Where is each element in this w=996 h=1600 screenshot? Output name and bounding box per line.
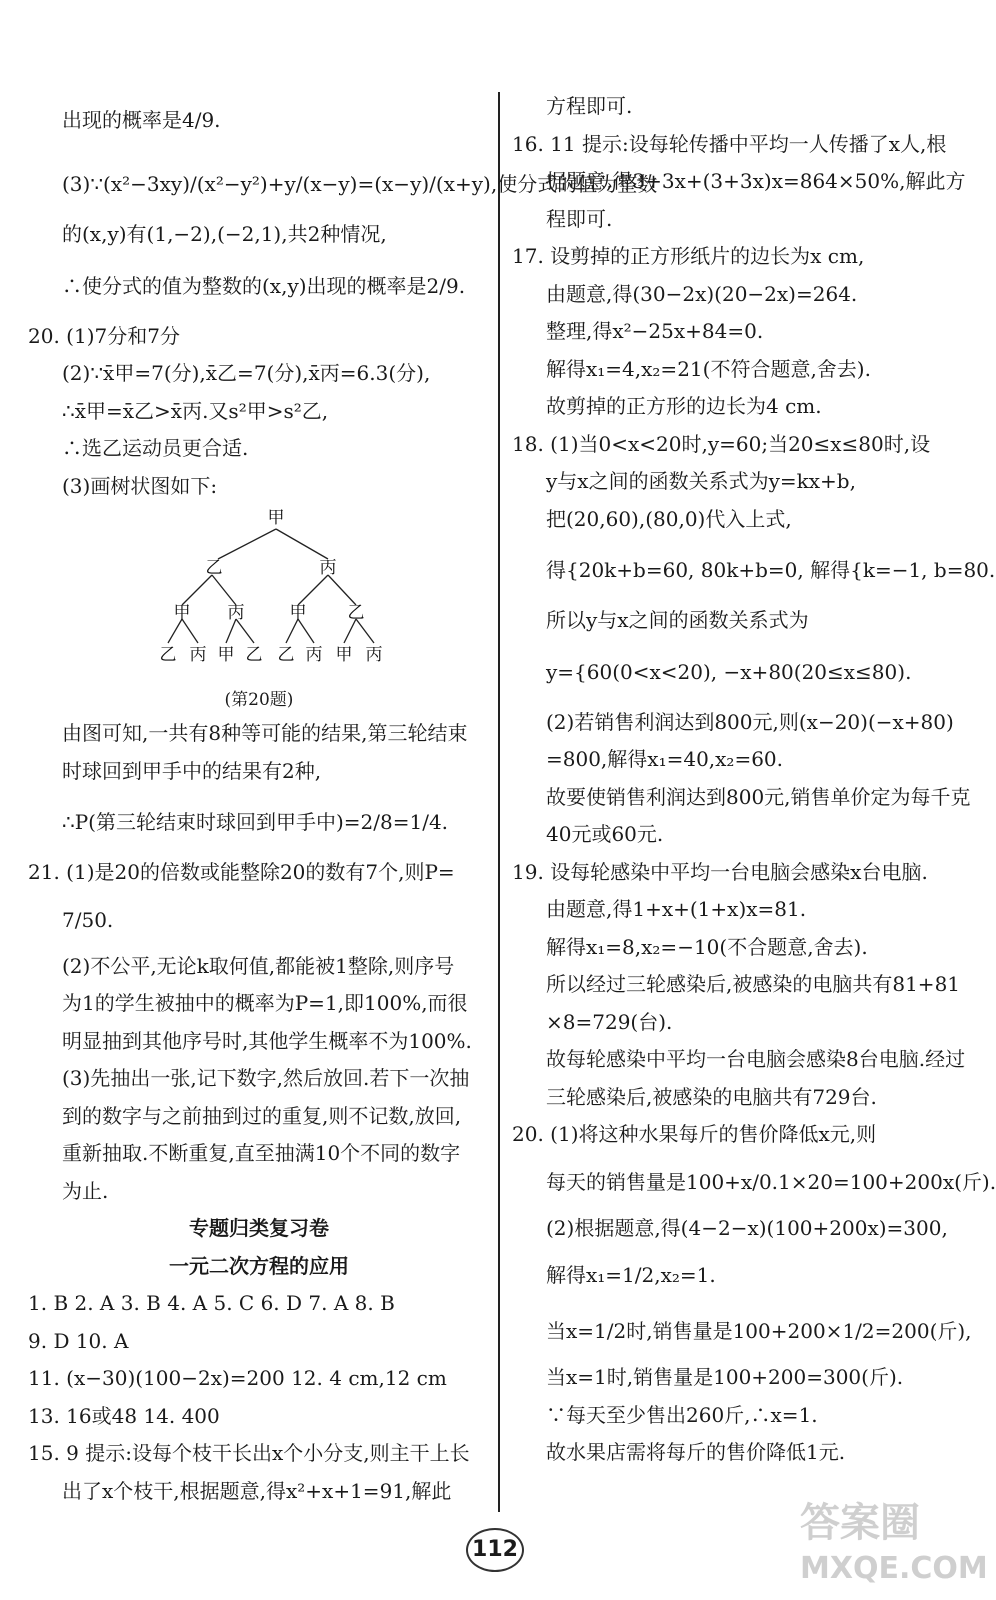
text-line: 解得x₁=4,x₂=21(不符合题意,舍去). [546,356,871,381]
watermark-url: MXQE.COM [800,1551,988,1586]
tree-leaf: 丙 [365,645,383,665]
text-line: 重新抽取.不断重复,直至抽满10个不同的数字 [62,1141,461,1165]
answer-line: 9. D 10. A [28,1328,129,1353]
text-line: ∴使分式的值为整数的(x,y)出现的概率是2/9. [62,273,466,298]
tree-node: 乙 [205,558,223,578]
text-line: 明显抽到其他序号时,其他学生概率不为100%. [62,1028,472,1053]
text-line: 据题意,得3+3x+(3+3x)x=864×50%,解此方 [546,169,966,193]
text-line: (2)根据题意,得(4−2−x)(100+200x)=300, [546,1215,948,1240]
answer-21-line: 21. (1)是20的倍数或能整除20的数有7个,则P= [28,860,455,884]
text-line: 故剪掉的正方形的边长为4 cm. [546,394,822,418]
tree-caption: (第20题) [224,690,294,710]
answer-20b-line: 20. (1)将这种水果每斤的售价降低x元,则 [512,1122,877,1146]
tree-leaf: 丙 [189,645,207,665]
text-line: (3)先抽出一张,记下数字,然后放回.若下一次抽 [62,1066,470,1090]
section-subtitle: 一元二次方程的应用 [169,1253,349,1278]
equation-system-line: 得{20k+b=60, 80k+b=0, 解得{k=−1, b=80. [546,558,996,582]
tree-node: 丙 [227,603,245,623]
text-line: 当x=1时,销售量是100+200=300(斤). [546,1365,904,1389]
text-line: (2)不公平,无论k取何值,都能被1整除,则序号 [62,953,455,978]
page-number: 112 [466,1528,524,1572]
tree-diagram [28,505,490,685]
text-line: (3)画树状图如下: [62,473,218,498]
answer-line: 15. 9 提示:设每个枝干长出x个小分支,则主干上长 [28,1441,470,1465]
tree-leaf: 乙 [277,645,295,665]
answer-line: 13. 16或48 14. 400 [28,1403,220,1428]
text-line: ∴P(第三轮结束时球回到甲手中)=2/8=1/4. [62,810,449,834]
piecewise-function-line: y={60(0<x<20), −x+80(20≤x≤80). [546,659,912,684]
answer-19-line: 19. 设每轮感染中平均一台电脑会感染x台电脑. [512,859,928,884]
watermark-logo [800,1500,988,1592]
answer-17-line: 17. 设剪掉的正方形纸片的边长为x cm, [512,244,865,268]
text-line: 为1的学生被抽中的概率为P=1,即100%,而很 [62,991,468,1015]
text-line: 到的数字与之前抽到过的重复,则不记数,放回, [62,1103,462,1128]
tree-node-root: 甲 [267,508,285,528]
text-line: ∵每天至少售出260斤,∴x=1. [546,1402,818,1427]
tree-leaf: 乙 [245,645,263,665]
tree-node: 丙 [319,558,337,578]
text-line: 方程即可. [546,94,633,118]
text-line: 把(20,60),(80,0)代入上式, [546,506,792,531]
tree-leaf: 甲 [217,645,235,665]
answer-18-line: 18. (1)当0<x<20时,y=60;当20≤x≤80时,设 [512,431,931,456]
text-line: 所以y与x之间的函数关系式为 [546,608,809,632]
text-line: 7/50. [62,907,114,932]
text-line: 当x=1/2时,销售量是100+200×1/2=200(斤), [546,1319,972,1343]
text-line: 程即可. [546,206,613,231]
tree-node: 甲 [173,603,191,623]
text-line: 40元或60元. [546,822,664,846]
column-divider [498,92,500,1512]
text-line: 时球回到甲手中的结果有2种, [62,758,322,783]
text-line: y与x之间的函数关系式为y=kx+b, [546,469,856,493]
answer-16-line: 16. 11 提示:设每轮传播中平均一人传播了x人,根 [512,131,947,156]
tree-diagram-lines [28,505,490,685]
text-line: 每天的销售量是100+x/0.1×20=100+200x(斤). [546,1169,996,1194]
watermark-text: 答案圈 [800,1500,920,1546]
tree-node: 乙 [347,603,365,623]
answer-line: 11. (x−30)(100−2x)=200 12. 4 cm,12 cm [28,1366,447,1390]
tree-leaf: 丙 [305,645,323,665]
answer-line: 1. B 2. A 3. B 4. A 5. C 6. D 7. A 8. B [28,1291,395,1315]
right-column [512,88,996,1472]
section-title: 专题归类复习卷 [189,1216,329,1240]
text-line: (3)∵(x²−3xy)/(x²−y²)+y/(x−y)=(x−y)/(x+y),使分式的值为整数 [62,172,658,196]
text-line: 出现的概率是4/9. [62,108,221,132]
text-line: ∴选乙运动员更合适. [62,436,249,460]
text-line: 三轮感染后,被感染的电脑共有729台. [546,1084,877,1109]
text-line: 整理,得x²−25x+84=0. [546,319,764,343]
text-line: ×8=729(台). [546,1009,673,1034]
tree-leaf: 乙 [159,645,177,665]
tree-node: 甲 [289,603,307,623]
text-line: 故要使销售利润达到800元,销售单价定为每千克 [546,784,971,809]
text-line: 解得x₁=1/2,x₂=1. [546,1263,716,1287]
tree-leaf: 甲 [335,645,353,665]
text-line: 解得x₁=8,x₂=−10(不合题意,舍去). [546,934,868,959]
text-line: 为止. [62,1178,109,1203]
text-line: 由题意,得1+x+(1+x)x=81. [546,897,807,921]
text-line: ∴x̄甲=x̄乙>x̄丙.又s²甲>s²乙, [62,398,329,423]
text-line: (2)∵x̄甲=7(分),x̄乙=7(分),x̄丙=6.3(分), [62,361,431,385]
text-line: 出了x个枝干,根据题意,得x²+x+1=91,解此 [62,1478,452,1503]
text-line: 由题意,得(30−2x)(20−2x)=264. [546,281,858,306]
text-line: 故每轮感染中平均一台电脑会感染8台电脑.经过 [546,1047,966,1071]
answer-20-line: 20. (1)7分和7分 [28,323,180,348]
text-line: 由图可知,一共有8种等可能的结果,第三轮结束 [62,721,468,745]
text-line: 故水果店需将每斤的售价降低1元. [546,1440,846,1464]
text-line: (2)若销售利润达到800元,则(x−20)(−x+80) [546,709,954,734]
text-line: =800,解得x₁=40,x₂=60. [546,747,784,771]
text-line: 的(x,y)有(1,−2),(−2,1),共2种情况, [62,222,387,246]
text-line: 所以经过三轮感染后,被感染的电脑共有81+81 [546,972,961,996]
